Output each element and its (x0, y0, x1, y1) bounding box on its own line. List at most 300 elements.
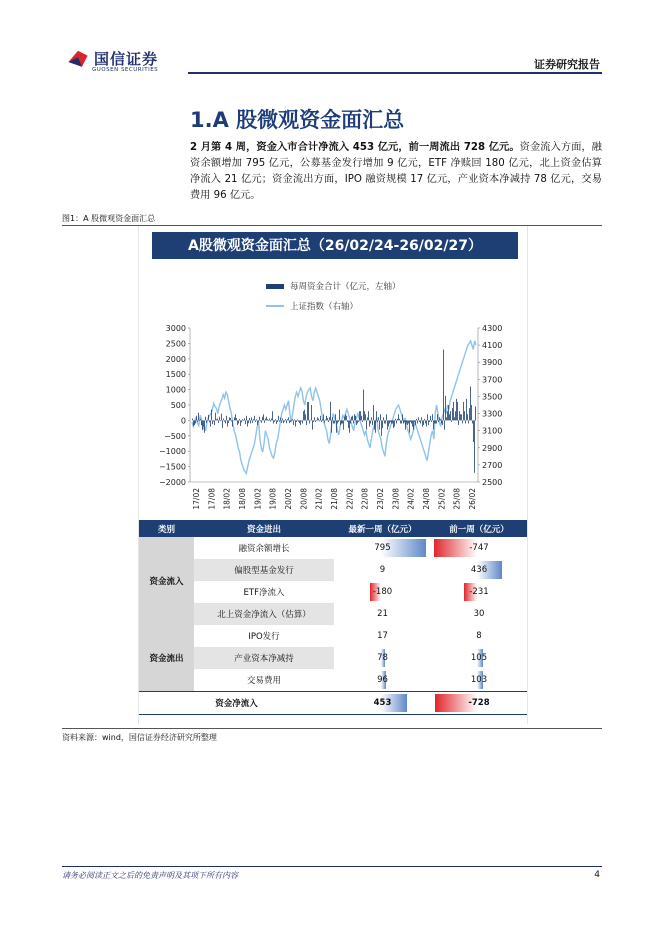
x-axis-tick-label: 24/08 (422, 488, 431, 510)
flow-bar (466, 399, 467, 421)
flow-bar (240, 420, 241, 426)
flow-bar (425, 420, 426, 423)
flow-bar (255, 420, 256, 422)
flow-bar (279, 420, 280, 421)
flow-bar (319, 420, 320, 421)
flow-bar (381, 420, 382, 435)
flow-bar (468, 420, 469, 423)
flow-bar (244, 418, 245, 420)
flow-bar (315, 420, 316, 422)
flow-bar (449, 414, 450, 420)
x-axis-tick-label: 19/02 (253, 488, 263, 510)
flow-bar (285, 419, 286, 420)
flow-bar (431, 420, 432, 422)
table-row (139, 669, 527, 692)
flow-bar (423, 420, 424, 425)
flow-bar (194, 420, 195, 425)
flow-bar (447, 411, 448, 420)
flow-bar (368, 411, 369, 420)
col-header-item: 资金进出 (194, 520, 334, 537)
flow-bar (345, 414, 346, 420)
flow-bar (300, 420, 301, 425)
flow-bar (216, 419, 217, 420)
flow-bar (245, 420, 246, 424)
flow-bar (192, 419, 193, 421)
flow-bar (383, 417, 384, 420)
flow-bar (358, 420, 359, 422)
guosen-logo-icon (66, 46, 90, 70)
flow-bar (416, 419, 417, 421)
flow-bar (364, 411, 365, 420)
flow-bar (239, 419, 240, 421)
flow-bar (391, 420, 392, 423)
flow-bar (439, 417, 440, 420)
flow-bar (229, 417, 230, 420)
left-axis-tick-label: 2000 (165, 354, 186, 364)
flow-bar (424, 419, 425, 421)
cell-value: -180 (372, 587, 393, 597)
flow-bar (369, 420, 370, 426)
figure-bottom-rule (62, 728, 602, 729)
flow-bar (384, 420, 385, 423)
flow-bar (328, 420, 329, 422)
flow-bar (394, 420, 395, 426)
flow-bar (340, 420, 341, 425)
flow-bar (228, 420, 229, 422)
flow-bar (453, 402, 454, 420)
flow-bar (208, 415, 209, 421)
left-axis-tick-label: 2500 (165, 339, 186, 349)
table-row (139, 581, 527, 603)
prev-week-cell (431, 537, 527, 559)
cell-value: 17 (377, 631, 388, 641)
flow-bar (412, 420, 413, 426)
cell-value: 9 (379, 565, 386, 575)
flow-bar (302, 420, 303, 423)
flow-bar (251, 417, 252, 420)
flow-bar (461, 414, 462, 420)
flow-bar (323, 414, 324, 420)
flow-bar (456, 399, 457, 421)
flow-bar (213, 420, 214, 421)
flow-bar (301, 420, 302, 421)
flow-bar (226, 416, 227, 421)
flow-bar (198, 413, 199, 421)
flow-bar (209, 420, 210, 422)
flow-bar (330, 402, 331, 420)
flow-bar (414, 420, 415, 422)
x-axis-tick-label: 18/02 (222, 488, 232, 510)
flow-bar (253, 419, 254, 420)
flow-bar (400, 420, 401, 423)
cell-value: 21 (377, 609, 388, 619)
flow-bar (270, 420, 271, 421)
flow-bar (199, 420, 200, 421)
x-axis-tick-label: 24/02 (406, 488, 416, 510)
x-axis-tick-label: 20/02 (284, 488, 293, 510)
flow-summary-table (139, 520, 527, 715)
flow-index-chart (140, 320, 524, 520)
flow-bar (336, 420, 337, 432)
flow-bar (206, 420, 207, 422)
flow-bar (329, 417, 330, 420)
flow-bar (317, 417, 318, 420)
flow-bar (273, 420, 274, 423)
flow-bar (427, 414, 428, 420)
right-axis-tick-label: 3100 (482, 426, 503, 436)
flow-bar (359, 411, 360, 420)
flow-bar (376, 411, 377, 420)
flow-bar (212, 420, 213, 424)
x-axis-tick-label: 17/08 (207, 488, 217, 510)
flow-bar (448, 405, 449, 420)
right-axis-tick-label: 4100 (482, 341, 503, 351)
flow-bar (380, 414, 381, 420)
x-axis-tick-label: 23/02 (376, 488, 385, 510)
flow-bar (257, 420, 258, 425)
flow-bar (231, 420, 232, 421)
flow-bar (311, 405, 312, 420)
prev-week-cell (431, 603, 527, 625)
flow-bar (230, 418, 231, 420)
flow-bar (287, 419, 288, 420)
flow-bar (458, 420, 459, 425)
col-header-prev: 前一周（亿元） (431, 520, 527, 537)
flow-bar (242, 419, 243, 420)
flow-bar (261, 420, 262, 422)
flow-bar (441, 420, 442, 423)
net-latest-cell (334, 692, 431, 715)
latest-week-cell (334, 647, 431, 669)
flow-bar (252, 420, 253, 422)
flow-bar (246, 416, 247, 421)
flow-bar (389, 420, 390, 423)
col-header-category: 类别 (139, 520, 194, 537)
prev-week-cell (431, 559, 527, 581)
flow-bar (289, 420, 290, 423)
row-item-label: 北上资金净流入（估算） (194, 603, 334, 625)
flow-bar (386, 414, 387, 420)
flow-bar (332, 417, 333, 420)
flow-bar (351, 417, 352, 421)
brand-name-en: GUOSEN SECURITIES (92, 67, 159, 73)
flow-bar (274, 420, 275, 422)
flow-bar (224, 420, 225, 421)
x-axis-tick-label: 21/02 (314, 488, 324, 510)
net-prev-cell (431, 692, 527, 715)
cell-value: 105 (470, 653, 488, 663)
flow-bar (284, 420, 285, 421)
x-axis-tick-label: 18/08 (238, 488, 247, 510)
flow-bar (417, 420, 418, 423)
flow-bar (403, 420, 404, 423)
table-row (139, 625, 527, 647)
flow-bar (415, 420, 416, 425)
flow-bar (397, 419, 398, 421)
flow-bar (298, 420, 299, 421)
flow-bar (370, 420, 371, 423)
flow-bar (204, 420, 205, 432)
flow-bar (277, 420, 278, 422)
flow-bar (390, 420, 391, 422)
flow-bar (281, 420, 282, 422)
flow-bar (304, 410, 305, 421)
x-axis-tick-label: 25/08 (452, 488, 462, 510)
flow-bar (296, 420, 297, 422)
net-flow-label: 资金净流入 (139, 692, 334, 715)
flow-bar (326, 416, 327, 421)
x-axis-tick-label: 23/08 (391, 488, 401, 510)
x-axis-tick-label: 20/08 (299, 488, 309, 510)
flow-bar (346, 416, 347, 421)
left-axis-tick-label: −500 (164, 431, 186, 441)
flow-bar (408, 420, 409, 423)
right-axis-tick-label: 2500 (482, 478, 503, 487)
flow-bar (290, 420, 291, 422)
table-row (139, 537, 527, 559)
footer-disclaimer: 请务必阅读正文之后的免责声明及其项下所有内容 (62, 871, 238, 880)
flow-bar (232, 420, 233, 426)
flow-bar (455, 411, 456, 420)
flow-bar (222, 420, 223, 428)
flow-bar (457, 402, 458, 420)
flow-bar (377, 420, 378, 422)
flow-bar (422, 420, 423, 426)
flow-bar (256, 419, 257, 420)
flow-bar (360, 411, 361, 420)
flow-bar (385, 420, 386, 423)
flow-bar (241, 420, 242, 422)
flow-bar (374, 420, 375, 429)
x-axis-tick-label: 17/02 (192, 488, 201, 510)
flow-bar (388, 420, 389, 426)
flow-bar (196, 416, 197, 421)
figure-label: 图1：A 股微观资金面汇总 (62, 214, 156, 223)
cell-value: -231 (469, 587, 489, 597)
x-axis-tick-label: 21/08 (330, 488, 339, 510)
flow-bar (339, 410, 340, 421)
flow-bar (202, 420, 203, 429)
flow-bar (426, 420, 427, 426)
col-header-latest: 最新一周（亿元） (334, 520, 431, 537)
latest-week-cell (334, 603, 431, 625)
flow-bar (356, 420, 357, 425)
flow-bar (320, 416, 321, 421)
latest-week-cell (334, 559, 431, 581)
flow-bar (392, 420, 393, 423)
flow-bar (249, 418, 250, 420)
flow-bar (333, 420, 334, 423)
flow-bar (263, 414, 264, 420)
flow-bar (430, 416, 431, 421)
prev-week-cell (431, 647, 527, 669)
x-axis-tick-label: 25/02 (437, 488, 447, 510)
flow-bar (446, 417, 447, 420)
flow-bar (313, 420, 314, 422)
row-item-label: ETF净流入 (194, 581, 334, 603)
flow-bar (215, 413, 216, 421)
flow-bar (280, 418, 281, 421)
flow-bar (371, 417, 372, 420)
flow-bar (325, 419, 326, 420)
flow-bar (282, 419, 283, 421)
flow-bar (409, 420, 410, 432)
flow-bar (432, 414, 433, 420)
flow-bar (303, 411, 304, 420)
flow-bar (247, 420, 248, 426)
flow-bar (264, 420, 265, 422)
flow-bar (464, 411, 465, 420)
flow-bar (248, 420, 249, 423)
flow-bar (223, 419, 224, 421)
flow-bar (450, 411, 451, 420)
flow-bar (211, 410, 212, 421)
left-axis-tick-label: −1500 (158, 462, 186, 472)
flow-bar (349, 420, 350, 432)
flow-bar (375, 420, 376, 432)
report-type-label: 证券研究报告 (534, 58, 600, 71)
flow-bar (299, 420, 300, 423)
flow-bar (288, 417, 289, 420)
flow-bar (393, 420, 394, 428)
flow-bar (193, 420, 194, 426)
flow-bar (470, 387, 471, 421)
flow-bar (276, 420, 277, 424)
flow-bar (210, 420, 211, 426)
legend-bar-label: 每周资金合计（亿元，左轴） (290, 282, 401, 292)
flow-bar (454, 417, 455, 420)
left-axis-tick-label: 0 (180, 416, 186, 426)
flow-bar (428, 420, 429, 425)
table-row (139, 647, 527, 669)
cell-value: -728 (468, 698, 490, 708)
flow-bar (286, 420, 287, 423)
flow-bar (316, 420, 317, 421)
left-axis-tick-label: 1500 (165, 370, 186, 380)
latest-week-cell (334, 669, 431, 692)
flow-bar (410, 420, 411, 422)
flow-bar (335, 414, 336, 420)
flow-bar (297, 419, 298, 420)
flow-bar (269, 419, 270, 421)
flow-bar (429, 420, 430, 422)
flow-bar (218, 420, 219, 422)
flow-bar (402, 414, 403, 420)
flow-bar (442, 420, 443, 425)
left-axis-tick-label: 3000 (165, 324, 186, 333)
flow-bar (197, 420, 198, 422)
flow-bar (366, 420, 367, 429)
cell-value: 453 (373, 698, 392, 708)
flow-bar (268, 420, 269, 421)
flow-bar (236, 418, 237, 420)
legend-bar-swatch (266, 284, 284, 289)
cell-value: 795 (374, 543, 391, 553)
flow-bar (214, 420, 215, 425)
table-row (139, 603, 527, 625)
right-axis-tick-label: 3300 (482, 409, 503, 419)
cell-value: 96 (377, 675, 388, 685)
flow-bar (322, 419, 323, 420)
flow-bar (260, 420, 261, 421)
flow-bar (463, 402, 464, 420)
row-item-label: 偏股型基金发行 (194, 559, 334, 581)
row-item-label: IPO发行 (194, 625, 334, 647)
flow-bar (254, 416, 255, 421)
flow-bar (267, 419, 268, 420)
flow-bar (433, 420, 434, 429)
flow-bar (413, 420, 414, 429)
flow-bar (372, 420, 373, 425)
flow-bar (437, 414, 438, 420)
flow-bar (378, 417, 379, 420)
flow-bar (355, 416, 356, 421)
right-axis-tick-label: 3900 (482, 358, 503, 368)
flow-bar (324, 420, 325, 422)
flow-bar (291, 420, 292, 421)
flow-bar (275, 419, 276, 420)
right-axis-tick-label: 2700 (482, 460, 503, 470)
flow-bar (266, 417, 267, 421)
flow-bar (445, 396, 446, 421)
right-axis-tick-label: 4300 (482, 324, 503, 333)
footer-divider (62, 866, 602, 867)
flow-bar (305, 414, 306, 420)
x-axis-tick-label: 22/02 (345, 488, 355, 510)
flow-bar (406, 420, 407, 423)
summary-lead: 2 月第 4 周，资金入市合计净流入 453 亿元，前一周流出 728 亿元。 (190, 142, 520, 153)
group-inflow: 资金流入 (139, 537, 194, 625)
summary-body: 资金流入方面，融资余额增加 795 亿元，公募基金发行增加 9 亿元，ETF 净赎回 180 亿元，北上资金估算净流入 21 亿元；资金流出方面，IPO 融资规模 17 亿元，产业资本净减持 78 亿元，交易费用 96 亿元。 (190, 142, 602, 201)
flow-bar (201, 420, 202, 425)
right-axis-tick-label: 2900 (482, 443, 503, 453)
flow-bar (419, 420, 420, 422)
row-item-label: 交易费用 (194, 669, 334, 692)
flow-bar (462, 420, 463, 423)
flow-bar (334, 420, 335, 423)
group-outflow: 资金流出 (139, 625, 194, 692)
net-flow-row (139, 692, 527, 715)
flow-bar (350, 420, 351, 423)
section-title: 1.A 股微观资金面汇总 (190, 108, 405, 132)
flow-bar (436, 420, 437, 423)
flow-bar (337, 420, 338, 423)
flow-bar (357, 420, 358, 423)
left-axis-tick-label: −2000 (158, 478, 186, 487)
flow-bar (312, 420, 313, 429)
prev-week-cell (431, 625, 527, 647)
x-axis-tick-label: 19/08 (268, 488, 278, 510)
flow-bar (373, 405, 374, 420)
latest-week-cell (334, 625, 431, 647)
cell-value: 30 (473, 609, 485, 619)
flow-bar (399, 419, 400, 421)
cell-value: 103 (470, 675, 488, 685)
flow-bar (421, 417, 422, 420)
left-axis-tick-label: −1000 (158, 447, 186, 457)
flow-bar (342, 420, 343, 423)
flow-bar (318, 419, 319, 421)
flow-bar (295, 420, 296, 426)
flow-bar (203, 420, 204, 426)
flow-bar (272, 411, 273, 420)
flow-bar (205, 417, 206, 421)
index-series-line (192, 341, 476, 474)
flow-bar (365, 414, 366, 420)
row-item-label: 融资余额增长 (194, 537, 334, 559)
cell-value: -747 (469, 543, 489, 553)
row-item-label: 产业资本净减持 (194, 647, 334, 669)
